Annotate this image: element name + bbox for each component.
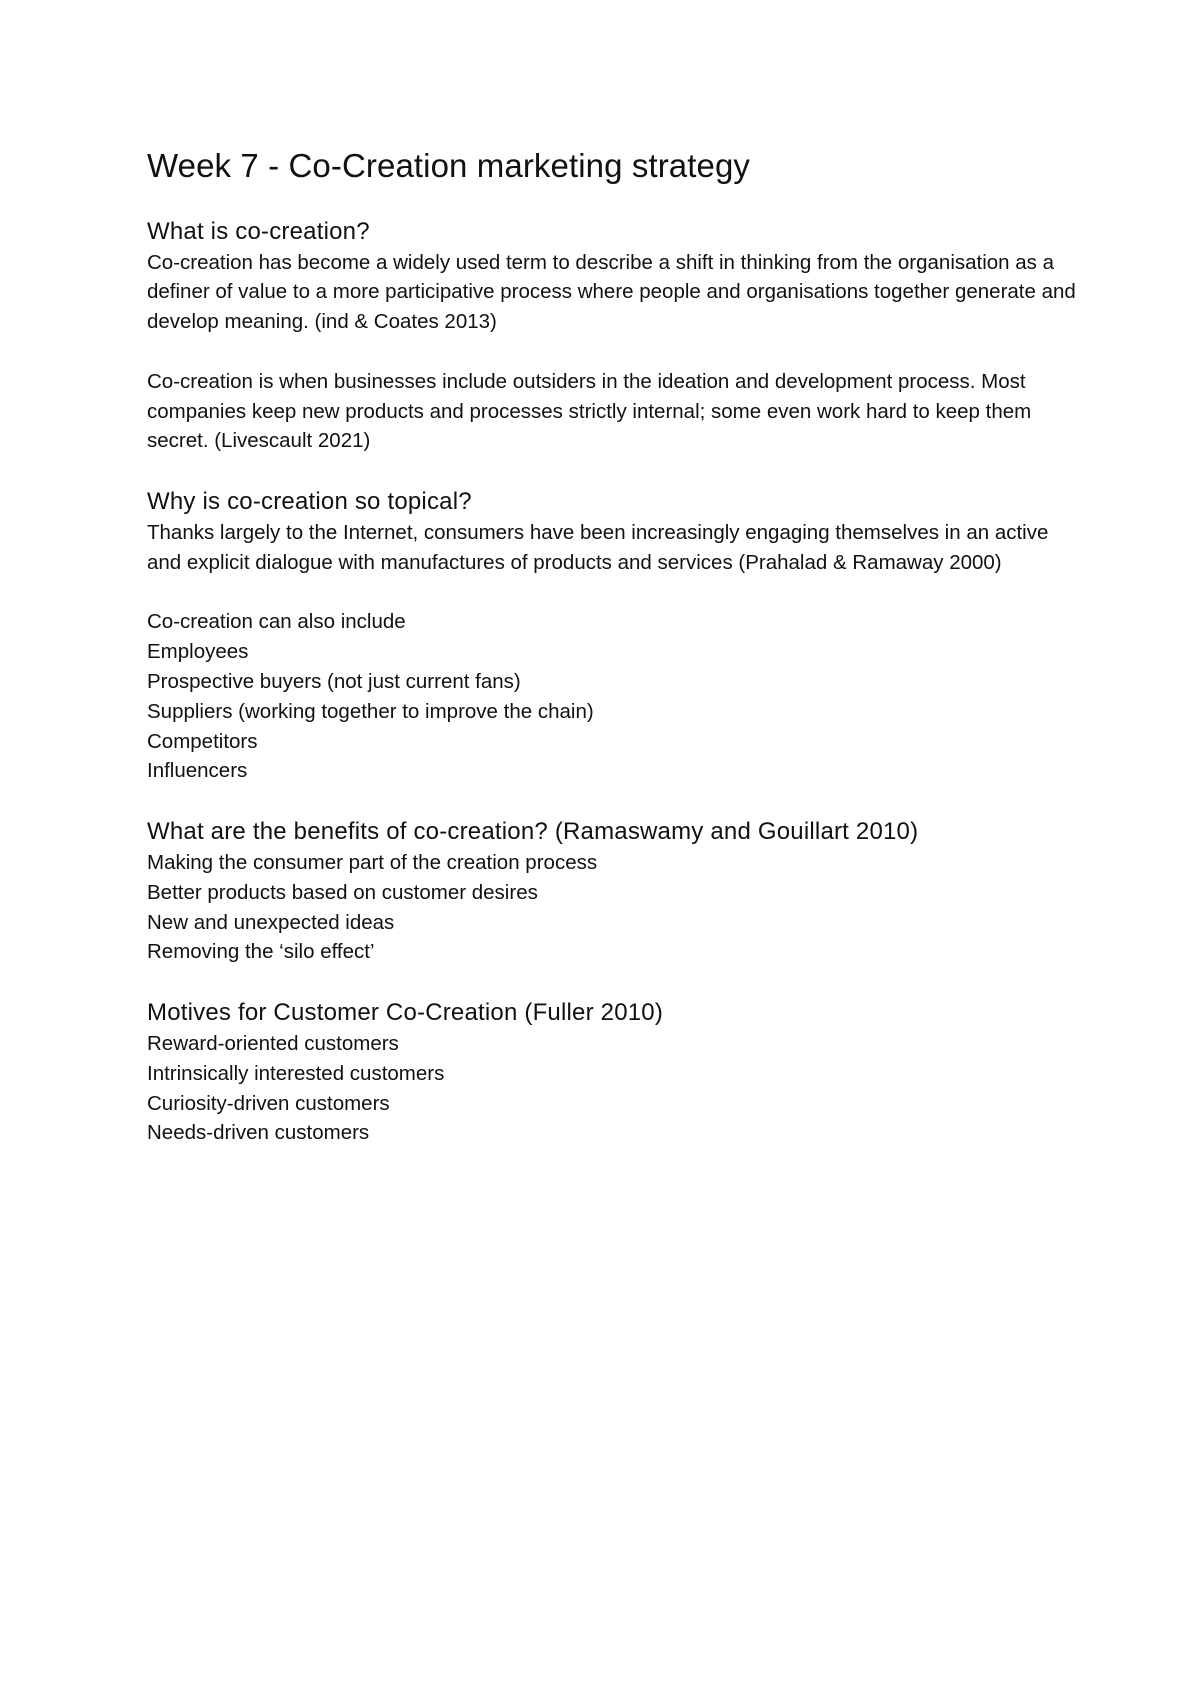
list-item: Prospective buyers (not just current fans)	[147, 669, 521, 693]
section-heading: Why is co-creation so topical?	[147, 487, 472, 515]
motives-list	[147, 1029, 1077, 1148]
benefits-list	[147, 848, 1077, 967]
list-item: Competitors	[147, 729, 258, 753]
list-item: Making the consumer part of the creation process	[147, 850, 598, 874]
section-spacer	[147, 786, 1077, 816]
section-spacer	[147, 456, 1077, 486]
list-intro: Co-creation can also include	[147, 610, 406, 634]
document-page	[147, 146, 1077, 1148]
paragraph-spacer	[147, 578, 1077, 608]
list-item: Intrinsically interested customers	[147, 1061, 445, 1085]
section-heading: What are the benefits of co-creation? (Ramaswamy and Gouillart 2010)	[147, 817, 919, 845]
section-benefits	[147, 816, 1077, 997]
list-item: Curiosity-driven customers	[147, 1091, 390, 1115]
list-item: Employees	[147, 640, 249, 664]
paragraph-spacer	[147, 337, 1077, 367]
section-heading: Motives for Customer Co-Creation (Fuller 2010)	[147, 998, 664, 1026]
list-item: New and unexpected ideas	[147, 910, 395, 934]
list-item: Influencers	[147, 759, 248, 783]
paragraph: Thanks largely to the Internet, consumers have been increasingly engaging themselves in an active and explicit dialogue with manufactures of products and services (Prahalad & Ramaway 2000)	[147, 520, 1049, 574]
paragraph: Co-creation is when businesses include outsiders in the ideation and development process. Most companies keep new products and processes strictly internal; some even work hard to keep them secret. (Livescault 2021)	[147, 369, 1032, 453]
list-item: Removing the ‘silo effect’	[147, 940, 375, 964]
section-spacer	[147, 967, 1077, 997]
section-heading: What is co-creation?	[147, 217, 370, 245]
list-item: Needs-driven customers	[147, 1121, 370, 1145]
document-title: Week 7 - Co-Creation marketing strategy	[147, 147, 751, 184]
section-what-is-co-creation	[147, 216, 1077, 486]
section-why-topical	[147, 486, 1077, 816]
list-item: Suppliers (working together to improve the chain)	[147, 699, 594, 723]
paragraph: Co-creation has become a widely used term to describe a shift in thinking from the organisation as a definer of value to a more participative process where people and organisations together generate and develop meaning. (ind & Coates 2013)	[147, 250, 1076, 334]
include-list	[147, 637, 1077, 786]
list-item: Reward-oriented customers	[147, 1031, 399, 1055]
section-motives	[147, 997, 1077, 1148]
list-item: Better products based on customer desires	[147, 880, 538, 904]
